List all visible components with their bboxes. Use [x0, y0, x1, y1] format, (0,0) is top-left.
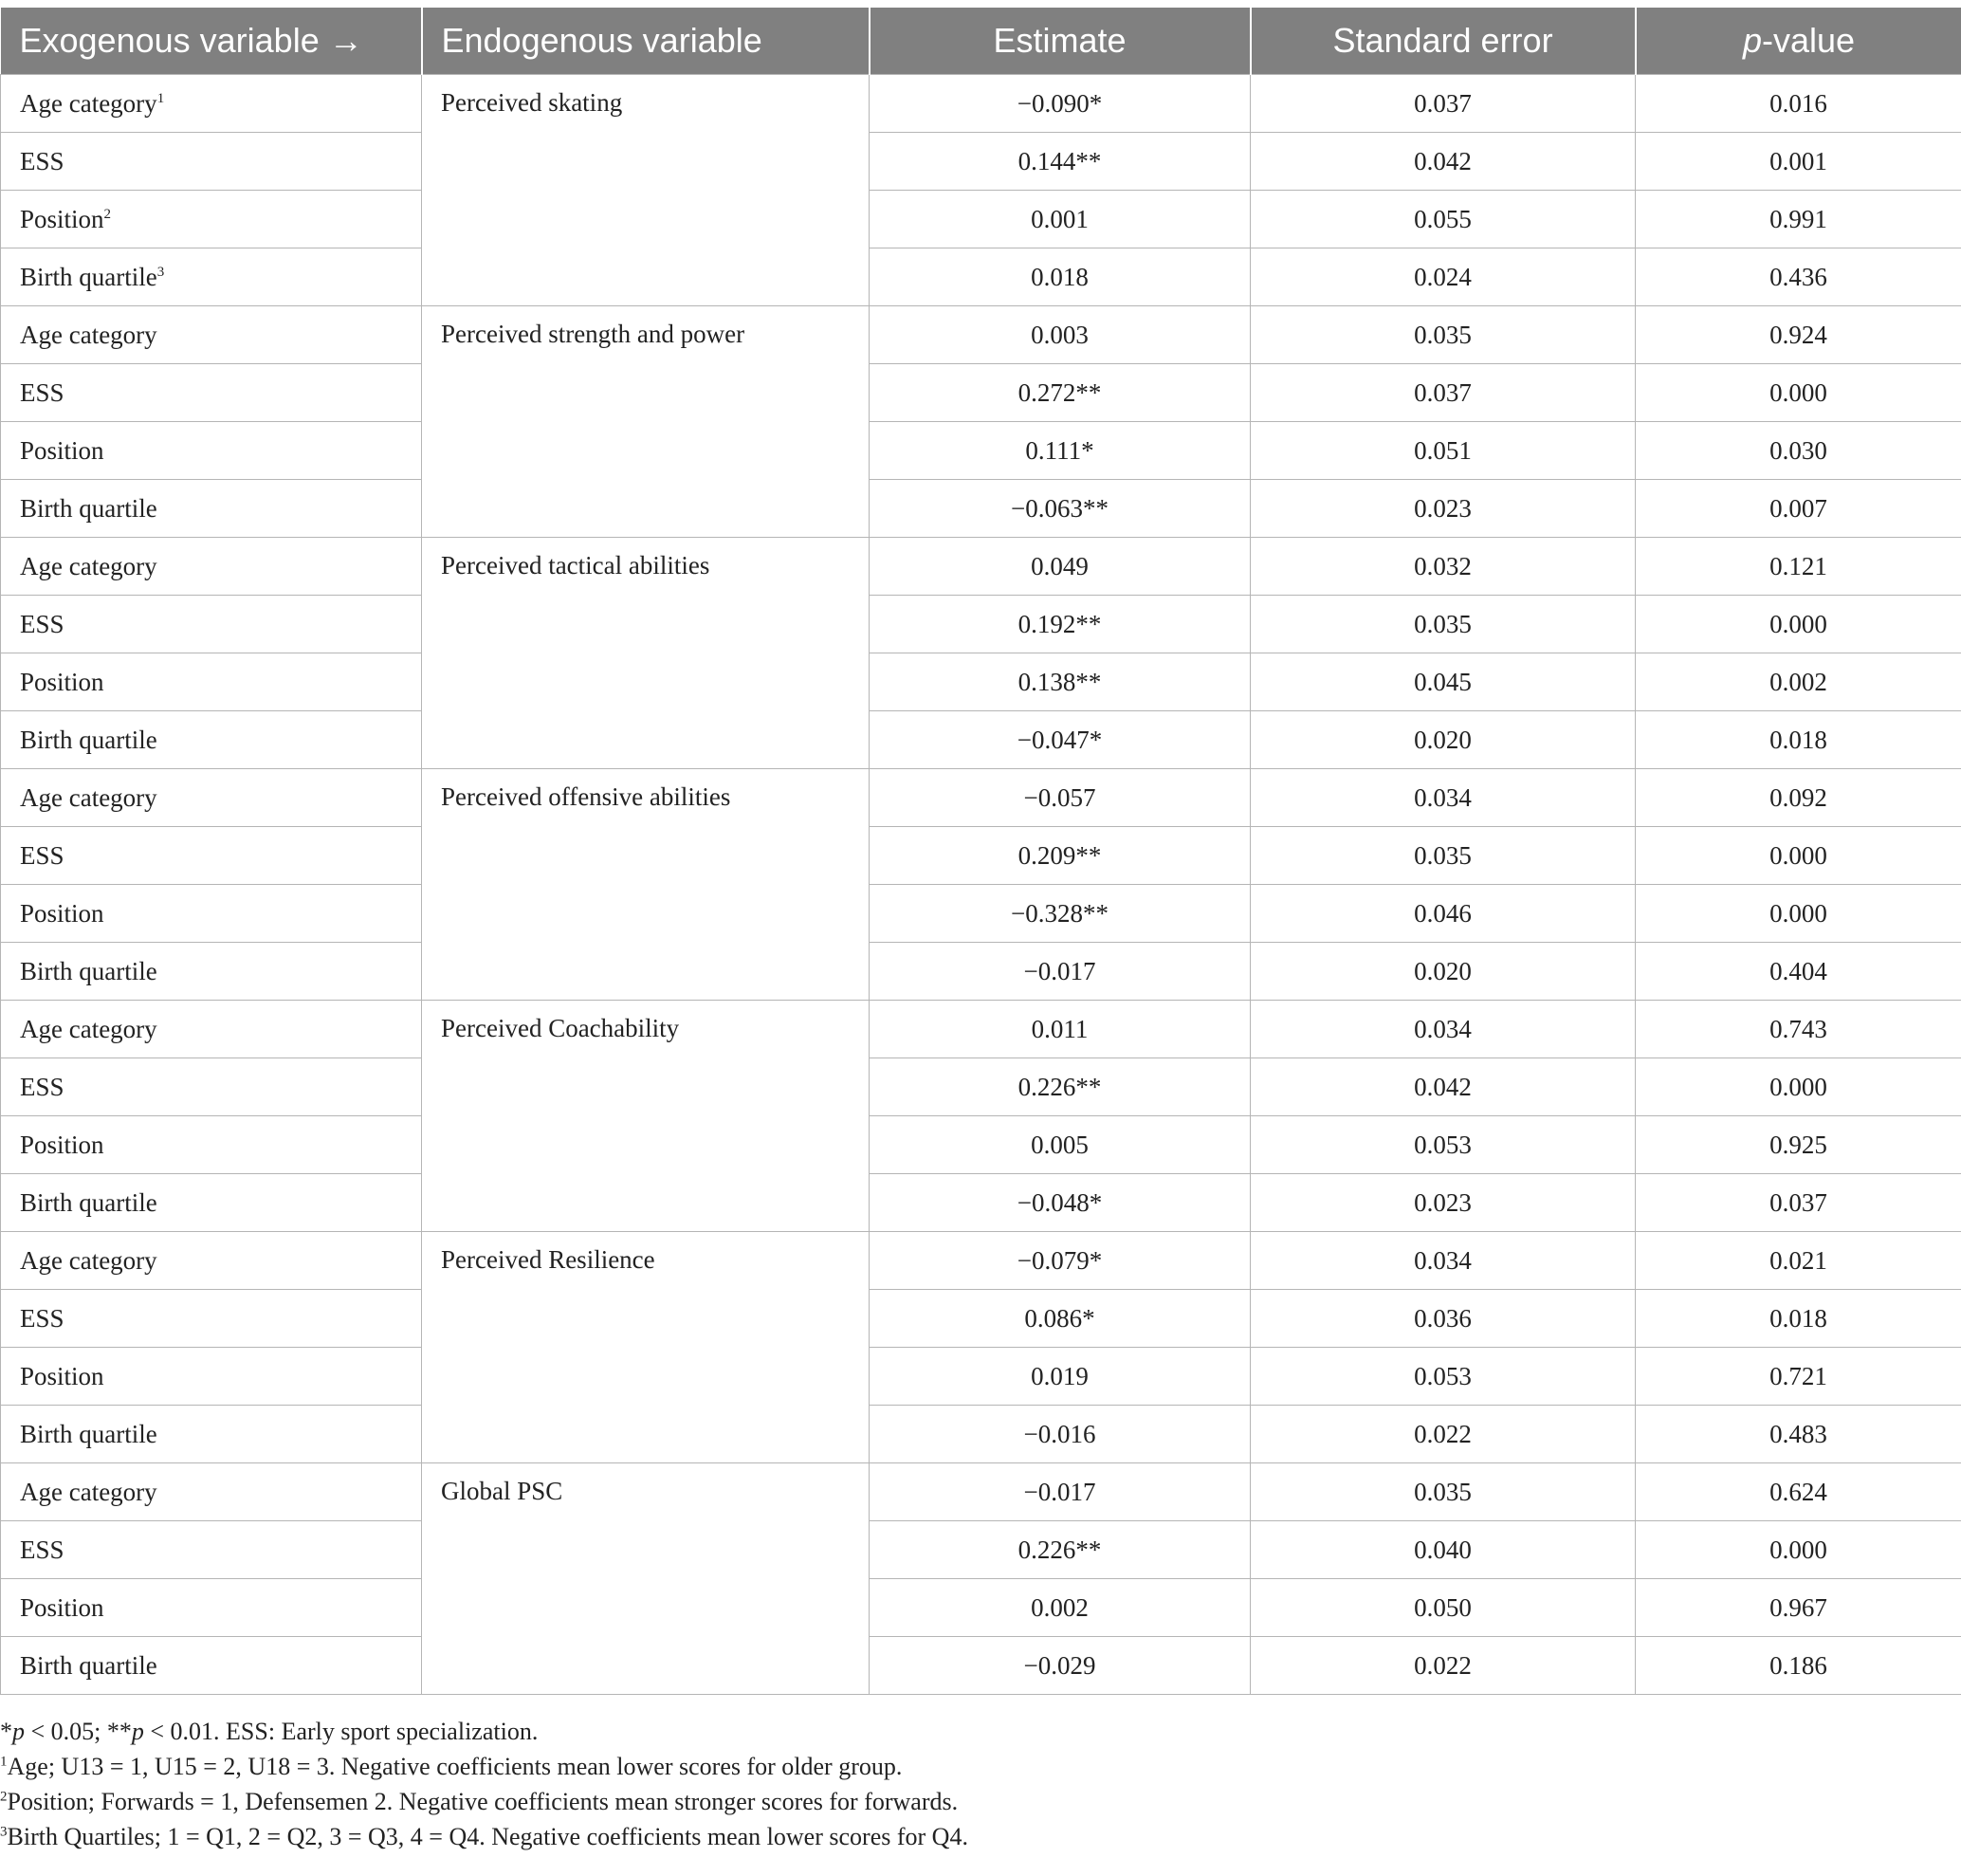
header-estimate: Estimate [870, 8, 1251, 75]
exogenous-label: Position [20, 667, 104, 696]
cell-standard-error: 0.022 [1251, 1406, 1636, 1463]
cell-standard-error: 0.034 [1251, 1001, 1636, 1058]
table-row [1, 191, 1961, 248]
cell-p-value: 0.000 [1636, 364, 1961, 422]
exogenous-label: Age category [20, 1477, 157, 1506]
note-threshold-1: < 0.05; ** [25, 1718, 132, 1745]
cell-exogenous [1, 1001, 422, 1058]
cell-p-value: 0.000 [1636, 1521, 1961, 1579]
cell-p-value: 0.030 [1636, 422, 1961, 480]
cell-standard-error: 0.046 [1251, 885, 1636, 943]
cell-standard-error: 0.035 [1251, 1463, 1636, 1521]
cell-standard-error: 0.020 [1251, 943, 1636, 1001]
cell-p-value: 0.483 [1636, 1406, 1961, 1463]
exogenous-label: ESS [20, 1072, 64, 1101]
cell-exogenous [1, 653, 422, 711]
exogenous-label: Position [20, 1130, 104, 1159]
cell-p-value: 0.016 [1636, 75, 1961, 133]
cell-p-value: 0.021 [1636, 1232, 1961, 1290]
cell-p-value: 0.001 [1636, 133, 1961, 191]
cell-exogenous [1, 769, 422, 827]
significance-note [0, 1714, 1961, 1749]
footnote-text: Birth Quartiles; 1 = Q1, 2 = Q2, 3 = Q3, 4 = Q4. Negative coefficients mean lower scores for Q4. [7, 1823, 968, 1850]
cell-estimate: 0.003 [870, 306, 1251, 364]
header-p-value [1636, 8, 1961, 75]
table-row [1, 827, 1961, 885]
cell-estimate: −0.017 [870, 943, 1251, 1001]
cell-estimate: 0.002 [870, 1579, 1251, 1637]
table-notes [0, 1695, 1961, 1854]
cell-p-value: 0.007 [1636, 480, 1961, 538]
cell-estimate: 0.086* [870, 1290, 1251, 1348]
cell-standard-error: 0.037 [1251, 364, 1636, 422]
cell-exogenous [1, 1637, 422, 1695]
cell-exogenous [1, 1174, 422, 1232]
cell-estimate: −0.047* [870, 711, 1251, 769]
cell-standard-error: 0.035 [1251, 306, 1636, 364]
cell-standard-error: 0.042 [1251, 1058, 1636, 1116]
cell-p-value: 0.018 [1636, 1290, 1961, 1348]
cell-p-value: 0.000 [1636, 1058, 1961, 1116]
cell-estimate: 0.138** [870, 653, 1251, 711]
exogenous-label: Position [20, 898, 104, 928]
exogenous-label: Age category [20, 1245, 157, 1275]
cell-exogenous [1, 885, 422, 943]
footnote-2 [0, 1784, 1961, 1819]
cell-exogenous [1, 422, 422, 480]
exogenous-label: Age category [20, 320, 157, 349]
cell-endogenous: Perceived strength and power [422, 306, 870, 538]
header-standard-error: Standard error [1251, 8, 1636, 75]
cell-estimate: 0.111* [870, 422, 1251, 480]
cell-estimate: 0.144** [870, 133, 1251, 191]
cell-standard-error: 0.053 [1251, 1348, 1636, 1406]
cell-standard-error: 0.023 [1251, 1174, 1636, 1232]
cell-exogenous [1, 538, 422, 596]
table-row [1, 75, 1961, 133]
cell-exogenous [1, 827, 422, 885]
cell-endogenous: Perceived Resilience [422, 1232, 870, 1463]
table-row [1, 1290, 1961, 1348]
footnote-mark: 3 [0, 1824, 8, 1840]
footnote-marker: 2 [103, 206, 112, 222]
header-p-rest: -value [1761, 21, 1856, 60]
cell-standard-error: 0.032 [1251, 538, 1636, 596]
table-row [1, 1348, 1961, 1406]
table-row [1, 480, 1961, 538]
cell-p-value: 0.991 [1636, 191, 1961, 248]
table-row [1, 1232, 1961, 1290]
table-header [1, 8, 1961, 75]
exogenous-label: Birth quartile [20, 1650, 157, 1680]
cell-exogenous [1, 480, 422, 538]
cell-estimate: 0.011 [870, 1001, 1251, 1058]
cell-standard-error: 0.035 [1251, 596, 1636, 653]
exogenous-label: Birth quartile [20, 262, 157, 291]
cell-standard-error: 0.040 [1251, 1521, 1636, 1579]
cell-estimate: −0.090* [870, 75, 1251, 133]
cell-standard-error: 0.034 [1251, 769, 1636, 827]
cell-estimate: −0.016 [870, 1406, 1251, 1463]
cell-endogenous: Global PSC [422, 1463, 870, 1695]
cell-exogenous [1, 711, 422, 769]
footnote-mark: 2 [0, 1789, 8, 1805]
cell-estimate: 0.018 [870, 248, 1251, 306]
cell-p-value: 0.002 [1636, 653, 1961, 711]
cell-exogenous [1, 133, 422, 191]
footnote-text: Position; Forwards = 1, Defensemen 2. Negative coefficients mean stronger scores for forwards. [7, 1788, 959, 1815]
exogenous-label: Position [20, 204, 104, 233]
cell-p-value: 0.924 [1636, 306, 1961, 364]
table-row [1, 1637, 1961, 1695]
cell-p-value: 0.721 [1636, 1348, 1961, 1406]
cell-p-value: 0.186 [1636, 1637, 1961, 1695]
exogenous-label: Birth quartile [20, 956, 157, 985]
cell-estimate: −0.063** [870, 480, 1251, 538]
cell-endogenous: Perceived skating [422, 75, 870, 306]
table-row [1, 711, 1961, 769]
cell-exogenous [1, 1348, 422, 1406]
cell-estimate: −0.057 [870, 769, 1251, 827]
cell-standard-error: 0.035 [1251, 827, 1636, 885]
exogenous-label: Age category [20, 782, 157, 812]
table-row [1, 1174, 1961, 1232]
exogenous-label: ESS [20, 1535, 64, 1564]
footnote-3 [0, 1819, 1961, 1854]
results-table [0, 8, 1961, 1695]
exogenous-label: Birth quartile [20, 1419, 157, 1448]
exogenous-label: Birth quartile [20, 493, 157, 523]
cell-estimate: 0.005 [870, 1116, 1251, 1174]
exogenous-label: Position [20, 1592, 104, 1622]
exogenous-label: ESS [20, 609, 64, 638]
header-exogenous: Exogenous variable → [1, 8, 422, 75]
footnote-marker: 3 [156, 264, 165, 280]
footnote-1 [0, 1749, 1961, 1784]
cell-exogenous [1, 306, 422, 364]
cell-estimate: −0.029 [870, 1637, 1251, 1695]
exogenous-label: Birth quartile [20, 725, 157, 754]
table-row [1, 364, 1961, 422]
header-endogenous: Endogenous variable [422, 8, 870, 75]
cell-p-value: 0.121 [1636, 538, 1961, 596]
table-row [1, 538, 1961, 596]
cell-estimate: 0.192** [870, 596, 1251, 653]
cell-exogenous [1, 1579, 422, 1637]
cell-p-value: 0.000 [1636, 827, 1961, 885]
exogenous-label: ESS [20, 1303, 64, 1333]
exogenous-label: ESS [20, 146, 64, 175]
cell-estimate: 0.272** [870, 364, 1251, 422]
table-row [1, 1001, 1961, 1058]
exogenous-label: Age category [20, 1014, 157, 1043]
cell-estimate: −0.328** [870, 885, 1251, 943]
cell-estimate: 0.001 [870, 191, 1251, 248]
table-row [1, 306, 1961, 364]
cell-exogenous [1, 1406, 422, 1463]
cell-estimate: 0.226** [870, 1521, 1251, 1579]
exogenous-label: Position [20, 435, 104, 465]
cell-standard-error: 0.051 [1251, 422, 1636, 480]
cell-exogenous [1, 1116, 422, 1174]
cell-p-value: 0.624 [1636, 1463, 1961, 1521]
exogenous-label: Birth quartile [20, 1187, 157, 1217]
exogenous-label: ESS [20, 840, 64, 870]
cell-p-value: 0.925 [1636, 1116, 1961, 1174]
table-row [1, 1579, 1961, 1637]
note-threshold-2: < 0.01. ESS: Early sport specialization. [143, 1718, 539, 1745]
table-row [1, 943, 1961, 1001]
note-p-1: p [12, 1718, 25, 1745]
cell-estimate: 0.209** [870, 827, 1251, 885]
cell-exogenous [1, 943, 422, 1001]
cell-standard-error: 0.024 [1251, 248, 1636, 306]
table-row [1, 769, 1961, 827]
cell-estimate: −0.017 [870, 1463, 1251, 1521]
cell-estimate: 0.019 [870, 1348, 1251, 1406]
cell-exogenous [1, 1232, 422, 1290]
cell-exogenous [1, 1521, 422, 1579]
cell-endogenous: Perceived tactical abilities [422, 538, 870, 769]
exogenous-label: ESS [20, 377, 64, 407]
cell-exogenous [1, 191, 422, 248]
table-row [1, 1463, 1961, 1521]
cell-p-value: 0.404 [1636, 943, 1961, 1001]
cell-estimate: −0.048* [870, 1174, 1251, 1232]
cell-standard-error: 0.055 [1251, 191, 1636, 248]
cell-estimate: 0.049 [870, 538, 1251, 596]
cell-standard-error: 0.023 [1251, 480, 1636, 538]
note-star: * [0, 1718, 12, 1745]
table-body [1, 75, 1961, 1695]
cell-p-value: 0.000 [1636, 885, 1961, 943]
table-row [1, 248, 1961, 306]
cell-standard-error: 0.037 [1251, 75, 1636, 133]
header-p-italic: p [1742, 21, 1762, 60]
cell-p-value: 0.967 [1636, 1579, 1961, 1637]
cell-standard-error: 0.020 [1251, 711, 1636, 769]
cell-exogenous [1, 596, 422, 653]
cell-standard-error: 0.042 [1251, 133, 1636, 191]
cell-standard-error: 0.053 [1251, 1116, 1636, 1174]
cell-standard-error: 0.050 [1251, 1579, 1636, 1637]
exogenous-label: Age category [20, 88, 157, 118]
table-row [1, 653, 1961, 711]
cell-exogenous [1, 1290, 422, 1348]
cell-exogenous [1, 1463, 422, 1521]
table-row [1, 133, 1961, 191]
cell-standard-error: 0.034 [1251, 1232, 1636, 1290]
table-row [1, 1406, 1961, 1463]
cell-p-value: 0.743 [1636, 1001, 1961, 1058]
cell-p-value: 0.000 [1636, 596, 1961, 653]
cell-p-value: 0.436 [1636, 248, 1961, 306]
cell-exogenous [1, 364, 422, 422]
cell-standard-error: 0.036 [1251, 1290, 1636, 1348]
exogenous-label: Position [20, 1361, 104, 1390]
table-row [1, 596, 1961, 653]
footnote-text: Age; U13 = 1, U15 = 2, U18 = 3. Negative coefficients mean lower scores for older group. [7, 1753, 903, 1780]
table-row [1, 1058, 1961, 1116]
cell-standard-error: 0.022 [1251, 1637, 1636, 1695]
footnote-mark: 1 [0, 1754, 8, 1770]
table-row [1, 1116, 1961, 1174]
cell-exogenous [1, 248, 422, 306]
cell-standard-error: 0.045 [1251, 653, 1636, 711]
cell-exogenous [1, 1058, 422, 1116]
note-p-2: p [131, 1718, 144, 1745]
cell-exogenous [1, 75, 422, 133]
table-row [1, 1521, 1961, 1579]
cell-endogenous: Perceived Coachability [422, 1001, 870, 1232]
cell-endogenous: Perceived offensive abilities [422, 769, 870, 1001]
cell-p-value: 0.037 [1636, 1174, 1961, 1232]
table-row [1, 885, 1961, 943]
cell-estimate: −0.079* [870, 1232, 1251, 1290]
footnote-marker: 1 [156, 90, 165, 106]
cell-estimate: 0.226** [870, 1058, 1251, 1116]
table-row [1, 422, 1961, 480]
exogenous-label: Age category [20, 551, 157, 580]
cell-p-value: 0.092 [1636, 769, 1961, 827]
cell-p-value: 0.018 [1636, 711, 1961, 769]
results-table-container [0, 8, 1961, 1854]
